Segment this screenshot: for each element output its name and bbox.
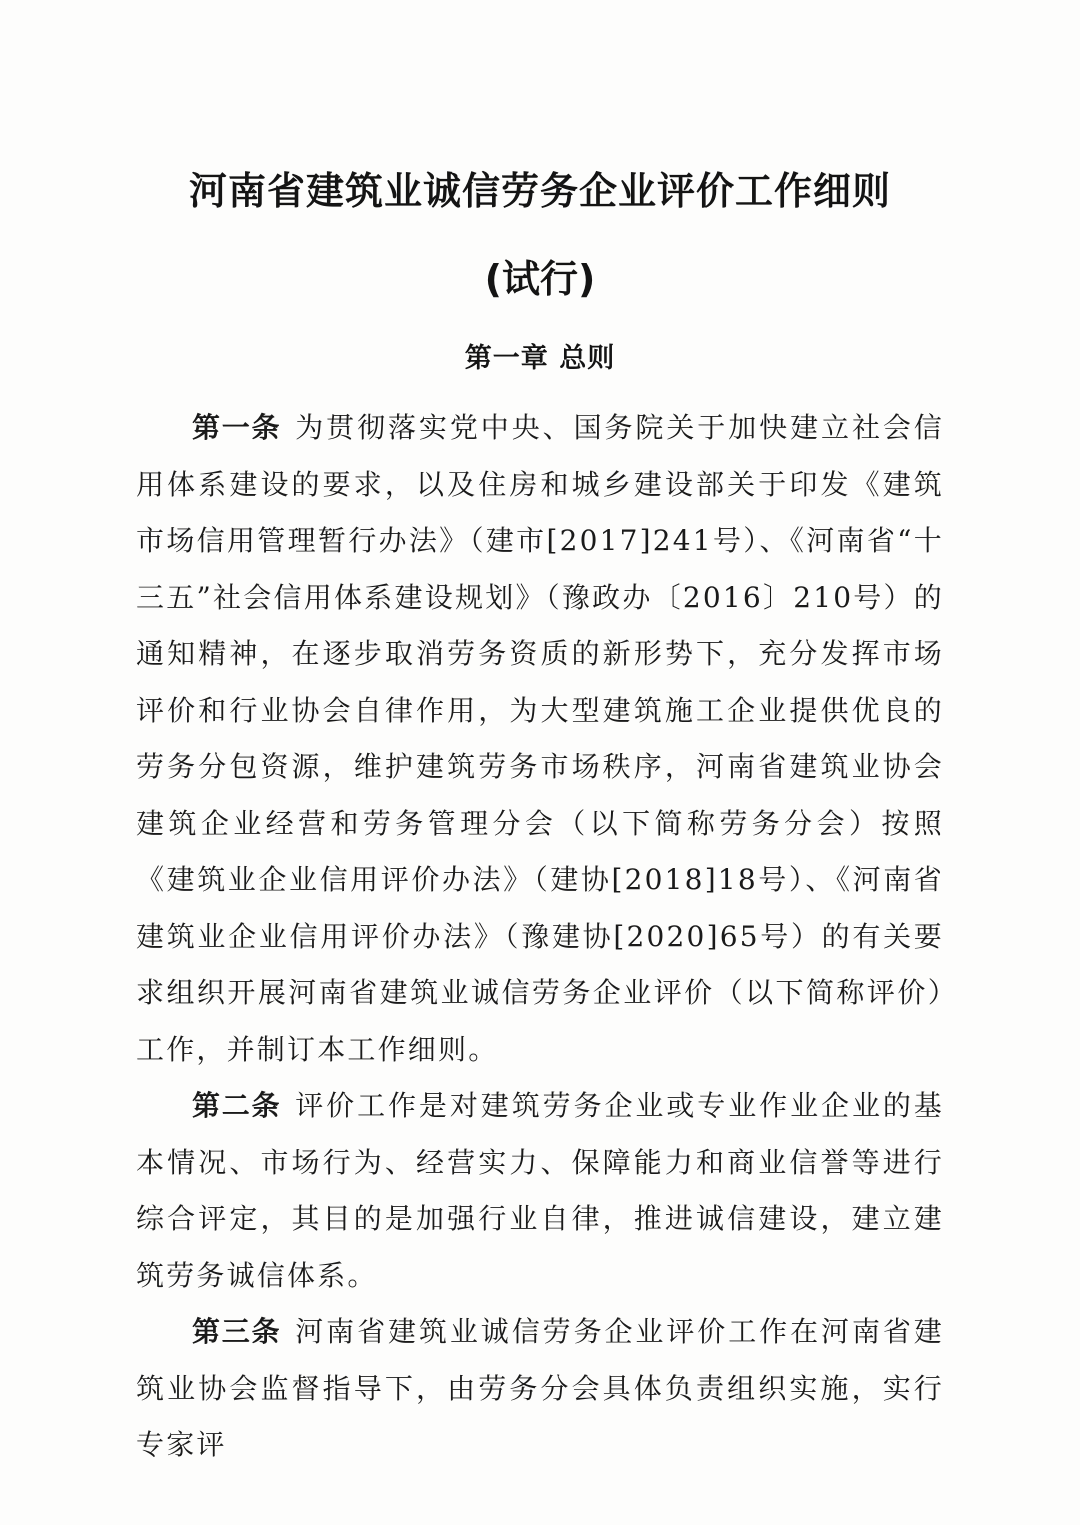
- article-label: 第一条: [192, 411, 282, 444]
- article-2: [136, 1078, 944, 1304]
- article-label: 第二条: [192, 1089, 282, 1122]
- article-text: 为贯彻落实党中央、国务院关于加快建立社会信用体系建设的要求，以及住房和城乡建设部关于印发《建筑市场信用管理暂行办法》（建市[2017]241号）、《河南省“十三五”社会信用体系建设规划》（豫政办〔2016〕210号）的通知精神，在逐步取消劳务资质的新形势下，充分发挥市场评价和行业协会自律作用，为大型建筑施工企业提供优良的劳务分包资源，维护建筑劳务市场秩序，河南省建筑业协会建筑企业经营和劳务管理分会（以下简称劳务分会）按照《建筑业企业信用评价办法》（建协[2018]18号）、《河南省建筑业企业信用评价办法》（豫建协[2020]65号）的有关要求组织开展河南省建筑业诚信劳务企业评价（以下简称评价）工作，并制订本工作细则。: [136, 411, 944, 1066]
- article-1: [136, 400, 944, 1078]
- document-body: [136, 400, 944, 1474]
- article-3: [136, 1304, 944, 1474]
- document-title: 河南省建筑业诚信劳务企业评价工作细则: [188, 169, 891, 213]
- article-text: 评价工作是对建筑劳务企业或专业作业企业的基本情况、市场行为、经营实力、保障能力和商业信誉等进行综合评定，其目的是加强行业自律，推进诚信建设，建立建筑劳务诚信体系。: [136, 1089, 944, 1292]
- chapter-heading: 第一章 总则: [464, 343, 616, 374]
- article-text: 河南省建筑业诚信劳务企业评价工作在河南省建筑业协会监督指导下，由劳务分会具体负责组织实施，实行专家评: [136, 1315, 944, 1461]
- article-label: 第三条: [192, 1315, 282, 1348]
- document-subtitle: (试行): [484, 257, 596, 301]
